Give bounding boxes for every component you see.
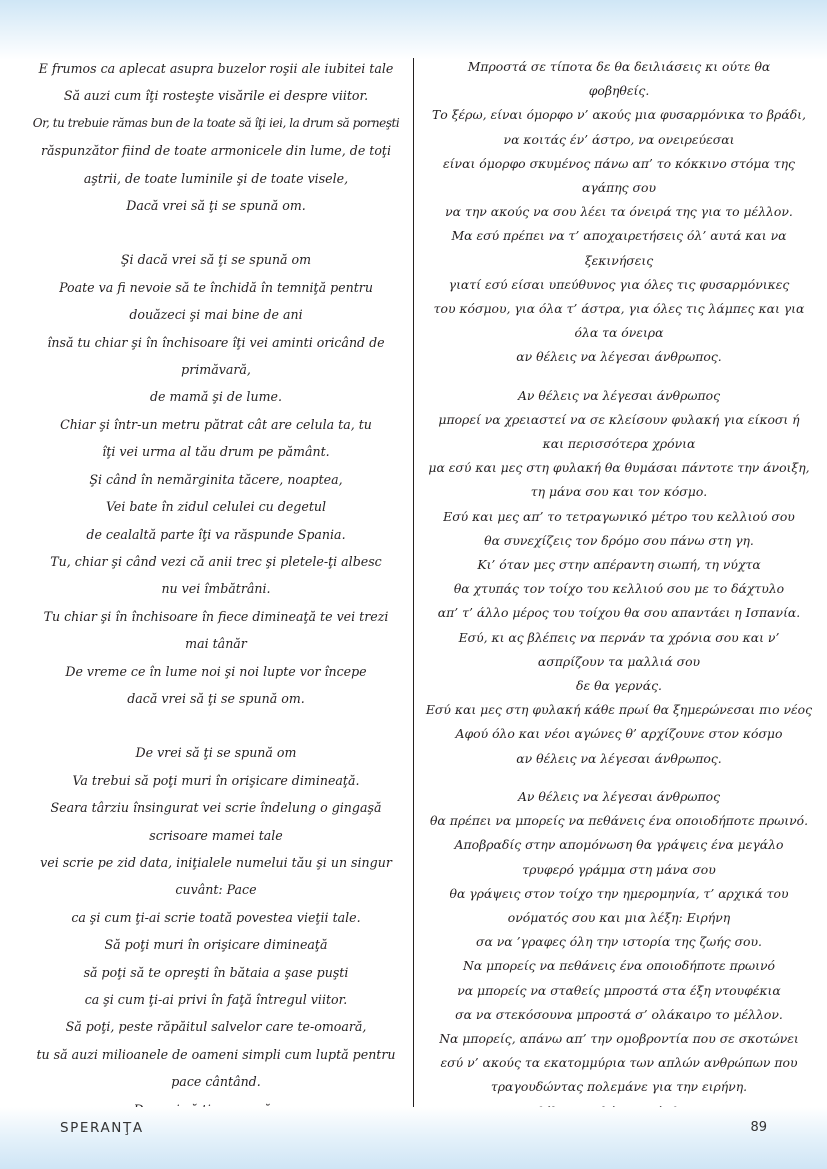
poem-line: Să auzi cum îţi rosteşte visările ei despre viitor. xyxy=(63,88,369,104)
poem-line: γιατί εσύ είσαι υπεύθυνος για όλες τις φυσαρμόνικες xyxy=(448,276,790,292)
poem-line: να κοιτάς έν’ άστρο, να ονειρεύεσαι xyxy=(503,131,735,147)
poem-line: nu vei îmbătrâni. xyxy=(161,581,271,597)
poem-line: μπορεί να χρειαστεί να σε κλείσουν φυλακή για είκοσι ή xyxy=(438,411,800,427)
poem-line: dacă vrei să ţi se spună om. xyxy=(127,690,305,706)
poem-line: θα γράψεις στον τοίχο την ημερομηνία, τ’ αρχικά του xyxy=(449,885,789,901)
poem-line: Să poţi muri în orişicare dimineaţă xyxy=(104,937,328,953)
poem-line: de cealaltă parte îţi va răspunde Spania. xyxy=(86,526,346,542)
poem-line: να μπορείς να σταθείς μπροστά στα έξη ντουφέκια xyxy=(457,982,781,998)
poem-line: Το ξέρω, είναι όμορφο ν’ ακούς μια φυσαρμόνικα το βράδι, xyxy=(432,107,806,123)
poem-line: Αφού όλο και νέοι αγώνες θ’ αρχίζουνε στον κόσμο xyxy=(455,726,783,742)
stanza-break xyxy=(26,219,406,246)
poem-line: τραγουδώντας πολεμάνε για την ειρήνη. xyxy=(490,1079,748,1095)
poem-line: Să poţi, peste răpăitul salvelor care te-omoară, xyxy=(65,1019,367,1035)
poem-line: Εσύ και μες απ’ το τετραγωνικό μέτρο του κελλιού σου xyxy=(443,508,795,524)
poem-line: απ’ τ’ άλλο μέρος του τοίχου θα σου απαντάει η Ισπανία. xyxy=(437,605,801,621)
poem-line: Poate va fi nevoie să te închidă în temniţă pentru xyxy=(59,279,373,295)
stanza-break xyxy=(26,712,406,739)
poem-line: του κόσμου, για όλα τ’ άστρα, για όλες τις λάμπες και για xyxy=(433,301,805,317)
poem-line: Vei bate în zidul celulei cu degetul xyxy=(105,499,327,515)
stanza-break xyxy=(424,370,814,384)
poem-line: De vreme ce în lume noi şi noi lupte vor începe xyxy=(65,663,367,679)
stanza-break xyxy=(424,771,814,785)
romanian-poem-column xyxy=(26,55,406,1123)
column-divider xyxy=(413,58,414,1110)
poem-line: însă tu chiar şi în închisoare îţi vei aminti oricând de xyxy=(47,334,385,350)
poem-line: φοβηθείς. xyxy=(588,83,650,99)
poem-line: îţi vei urma al tău drum pe pământ. xyxy=(102,444,330,460)
poem-line: ca şi cum ţi-ai scrie toată povestea vieţii tale. xyxy=(71,909,361,925)
poem-line: θα πρέπει να μπορείς να πεθάνεις ένα οποιοδήποτε πρωινό. xyxy=(429,813,809,829)
poem-line: σα να ’γραφες όλη την ιστορία της ζωής σου. xyxy=(476,934,762,950)
magazine-title: SPERANŢA xyxy=(60,1120,144,1136)
poem-line: Εσύ, κι ας βλέπεις να περνάν τα χρόνια σου και ν’ xyxy=(458,629,780,645)
poem-line: δε θα γερνάς. xyxy=(576,678,662,694)
poem-line: Κι’ όταν μες στην απέραντη σιωπή, τη νύχτα xyxy=(477,557,761,573)
poem-line: Tu chiar şi în închisoare în fiece dimineaţă te vei trezi xyxy=(43,608,389,624)
poem-line: και περισσότερα χρόνια xyxy=(542,436,696,452)
poem-line: Seara târziu însingurat vei scrie îndelung o gingaşă xyxy=(50,800,382,816)
poem-line: mai tânăr xyxy=(185,636,247,652)
poem-line: Αν θέλεις να λέγεσαι άνθρωπος xyxy=(517,788,721,804)
poem-line: Or, tu trebuie rămas bun de la toate să îţi iei, la drum să porneşti xyxy=(32,115,400,130)
poem-line: pace cântând. xyxy=(171,1074,261,1090)
poem-line: Εσύ και μες στη φυλακή κάθε πρωί θα ξημερώνεσαι πιο νέος xyxy=(425,702,813,718)
poem-line: Tu, chiar şi când vezi că anii trec şi pletele-ţi albesc xyxy=(50,553,382,569)
poem-line: vei scrie pe zid data, iniţialele numelui tău şi un singur xyxy=(40,854,392,870)
poem-line: aştrii, de toate luminile şi de toate visele, xyxy=(83,170,349,186)
poem-line: ca şi cum ţi-ai privi în faţă întregul viitor. xyxy=(84,992,348,1007)
poem-line: θα χτυπάς τον τοίχο του κελλιού σου με το δάχτυλο xyxy=(453,581,785,597)
poem-line: τη μάνα σου και τον κόσμο. xyxy=(530,484,708,500)
poem-line: Μπροστά σε τίποτα δε θα δειλιάσεις κι ούτε θα xyxy=(467,59,771,74)
poem-line: αγάπης σου xyxy=(581,180,657,196)
poem-line: Μα εσύ πρέπει να τ’ αποχαιρετήσεις όλ’ αυτά και να xyxy=(451,228,787,244)
poem-line: De vrei să ţi se spună om xyxy=(135,745,297,761)
poem-line: τρυφερό γράμμα στη μάνα σου xyxy=(522,861,716,877)
poem-line: Dacă vrei să ţi se spună om. xyxy=(126,198,306,214)
poem-line: ονόματός σου και μια λέξη: Ειρήνη xyxy=(507,909,731,925)
poem-line: είναι όμορφο σκυμένος πάνω απ’ το κόκκινο στόμα της xyxy=(443,155,795,171)
poem-line: scrisoare mamei tale xyxy=(149,827,283,843)
poem-line: μα εσύ και μες στη φυλακή θα θυμάσαι πάντοτε την άνοιξη, xyxy=(428,460,810,476)
poem-line: Chiar şi într-un metru pătrat cât are celula ta, tu xyxy=(60,416,372,432)
poem-line: Να μπορείς να πεθάνεις ένα οποιοδήποτε πρωινό xyxy=(462,958,776,974)
poem-line: Şi dacă vrei să ţi se spună om xyxy=(120,252,312,268)
poem-line: să poţi să te opreşti în bătaia a şase puşti xyxy=(83,964,349,980)
poem-line: cuvânt: Pace xyxy=(175,882,257,898)
greek-poem-column xyxy=(424,55,814,1124)
poem-line: σα να στεκόσουνα μπροστά σ’ ολάκαιρο το μέλλον. xyxy=(455,1006,783,1022)
poem-line: Αν θέλεις να λέγεσαι άνθρωπος xyxy=(517,387,721,403)
bottom-gradient-band xyxy=(0,1107,827,1169)
poem-line: de mamă şi de lume. xyxy=(150,389,282,405)
poem-line: όλα τα όνειρα xyxy=(574,325,664,341)
poem-line: αν θέλεις να λέγεσαι άνθρωπος. xyxy=(516,750,722,766)
poem-line: răspunzător fiind de toate armonicele din lume, de toţi xyxy=(40,143,392,159)
poem-line: tu să auzi milioanele de oameni simpli cum luptă pentru xyxy=(36,1046,396,1062)
poem-line: θα συνεχίζεις τον δρόμο σου πάνω στη γη. xyxy=(484,532,754,548)
poem-line: ξεκινήσεις xyxy=(584,252,654,268)
poem-line: Αποβραδίς στην απομόνωση θα γράψεις ένα μεγάλο xyxy=(454,837,784,853)
poem-line: Να μπορείς, απάνω απ’ την ομοβροντία που σε σκοτώνει xyxy=(439,1030,799,1046)
top-gradient-band xyxy=(0,0,827,60)
page-number: 89 xyxy=(750,1120,767,1135)
poem-line: Va trebui să poţi muri în orişicare dimineaţă. xyxy=(72,772,360,788)
poem-line: E frumos ca aplecat asupra buzelor roşii ale iubitei tale xyxy=(38,61,394,76)
poem-line: primăvară, xyxy=(181,362,251,378)
poem-line: να την ακούς να σου λέει τα όνειρά της για το μέλλον. xyxy=(445,204,793,220)
poem-line: douăzeci şi mai bine de ani xyxy=(129,307,303,323)
poem-line: ασπρίζουν τα μαλλιά σου xyxy=(537,653,701,669)
poem-line: Şi când în nemărginita tăcere, noaptea, xyxy=(89,471,343,487)
poem-line: αν θέλεις να λέγεσαι άνθρωπος. xyxy=(516,349,722,365)
poem-line: εσύ ν’ ακούς τα εκατομμύρια των απλών ανθρώπων που xyxy=(440,1055,798,1071)
